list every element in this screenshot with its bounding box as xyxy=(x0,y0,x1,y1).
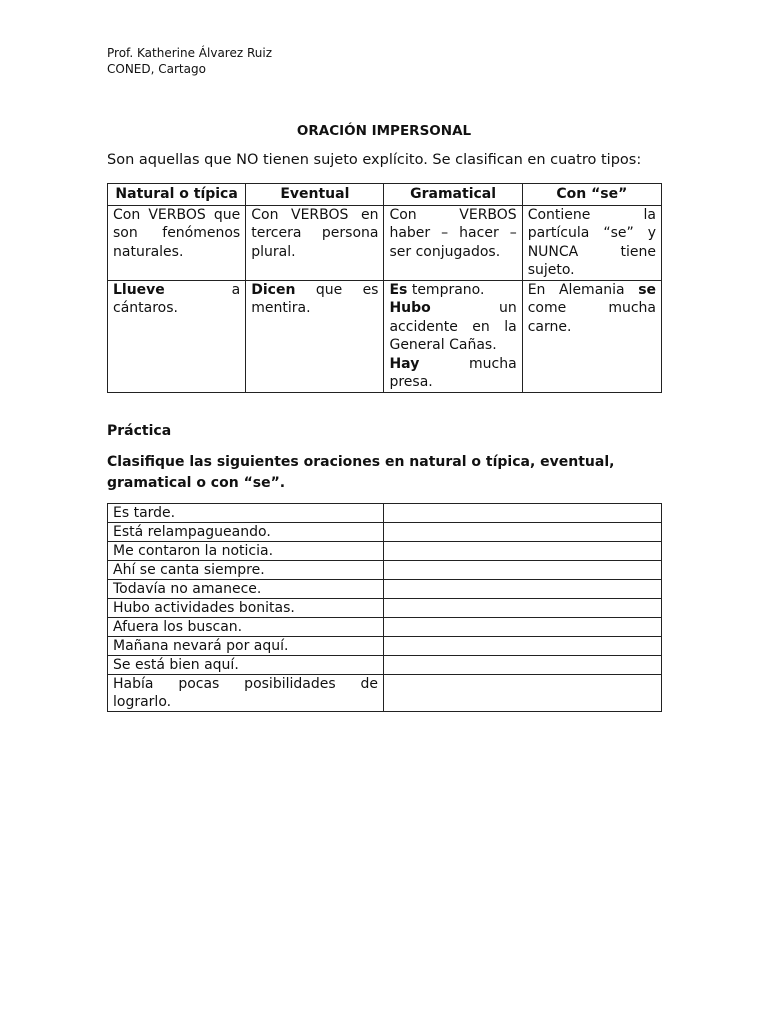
sentence-cell: Todavía no amanece. xyxy=(108,580,384,599)
sentence-cell: Es tarde. xyxy=(108,504,384,523)
definition-gramatical: Con VERBOS haber – hacer – ser conjugados. xyxy=(384,205,522,280)
table-row xyxy=(108,542,662,561)
example-gramatical-3-rest: mucha presa. xyxy=(389,355,517,390)
example-gramatical-3-verb: Hay xyxy=(389,355,420,372)
sentence-cell: Mañana nevará por aquí. xyxy=(108,637,384,656)
table-row xyxy=(108,618,662,637)
example-eventual xyxy=(246,280,384,392)
example-con-se-particle: se xyxy=(638,281,657,298)
example-eventual-rest: que es mentira. xyxy=(251,281,379,316)
table-row xyxy=(108,523,662,542)
sentence-cell: Afuera los buscan. xyxy=(108,618,384,637)
example-gramatical-1-verb: Es xyxy=(389,281,408,298)
header-natural: Natural o típica xyxy=(108,184,246,206)
table-row xyxy=(108,599,662,618)
example-gramatical-3 xyxy=(389,355,516,392)
institution-line: CONED, Cartago xyxy=(107,62,206,76)
sentence-cell: Se está bien aquí. xyxy=(108,656,384,675)
answer-cell[interactable] xyxy=(384,580,662,599)
example-natural xyxy=(108,280,246,392)
answer-cell[interactable] xyxy=(384,637,662,656)
practice-heading: Práctica xyxy=(107,423,172,439)
table-row xyxy=(108,675,662,712)
definition-con-se: Contiene la partícula “se” y NUNCA tiene sujeto. xyxy=(522,205,661,280)
sentence-cell: Ahí se canta siempre. xyxy=(108,561,384,580)
practice-table xyxy=(107,503,662,712)
intro-paragraph: Son aquellas que NO tienen sujeto explícito. Se clasifican en cuatro tipos: xyxy=(107,152,642,168)
answer-cell[interactable] xyxy=(384,561,662,580)
sentence-cell: Hubo actividades bonitas. xyxy=(108,599,384,618)
answer-cell[interactable] xyxy=(384,523,662,542)
examples-row xyxy=(108,280,662,392)
example-natural-rest: a cántaros. xyxy=(113,281,241,316)
document-header xyxy=(107,45,272,77)
table-row xyxy=(108,580,662,599)
types-table xyxy=(107,183,662,393)
sentence-cell: Está relampagueando. xyxy=(108,523,384,542)
answer-cell[interactable] xyxy=(384,618,662,637)
practice-instruction: Clasifique las siguientes oraciones en natural o típica, eventual, gramatical o con “se”. xyxy=(107,454,615,491)
example-gramatical-2-rest: un accidente en la General Cañas. xyxy=(389,300,517,353)
sentence-cell: Me contaron la noticia. xyxy=(108,542,384,561)
types-header-row xyxy=(108,184,662,206)
table-row xyxy=(108,561,662,580)
table-row xyxy=(108,504,662,523)
example-gramatical-1-rest: temprano. xyxy=(411,281,485,298)
answer-cell[interactable] xyxy=(384,675,662,712)
definitions-row xyxy=(108,205,662,280)
table-row xyxy=(108,637,662,656)
example-gramatical-1 xyxy=(389,281,516,300)
answer-cell[interactable] xyxy=(384,504,662,523)
example-gramatical-2 xyxy=(389,299,516,355)
example-con-se-after: come mucha carne. xyxy=(527,300,656,335)
answer-cell[interactable] xyxy=(384,656,662,675)
document-title: ORACIÓN IMPERSONAL xyxy=(296,123,472,139)
example-con-se xyxy=(522,280,661,392)
example-eventual-verb: Dicen xyxy=(251,281,296,298)
header-con-se: Con “se” xyxy=(522,184,661,206)
example-gramatical-2-verb: Hubo xyxy=(389,300,431,316)
table-row xyxy=(108,656,662,675)
answer-cell[interactable] xyxy=(384,542,662,561)
example-gramatical xyxy=(384,280,522,392)
example-natural-verb: Llueve xyxy=(113,281,165,298)
example-con-se-before: En Alemania xyxy=(527,281,625,298)
definition-eventual: Con VERBOS en tercera persona plural. xyxy=(246,205,384,280)
definition-natural: Con VERBOS que son fenómenos naturales. xyxy=(108,205,246,280)
header-gramatical: Gramatical xyxy=(384,184,522,206)
header-eventual: Eventual xyxy=(246,184,384,206)
author-line: Prof. Katherine Álvarez Ruiz xyxy=(107,46,272,60)
sentence-cell: Había pocas posibilidades de lograrlo. xyxy=(108,675,384,712)
answer-cell[interactable] xyxy=(384,599,662,618)
